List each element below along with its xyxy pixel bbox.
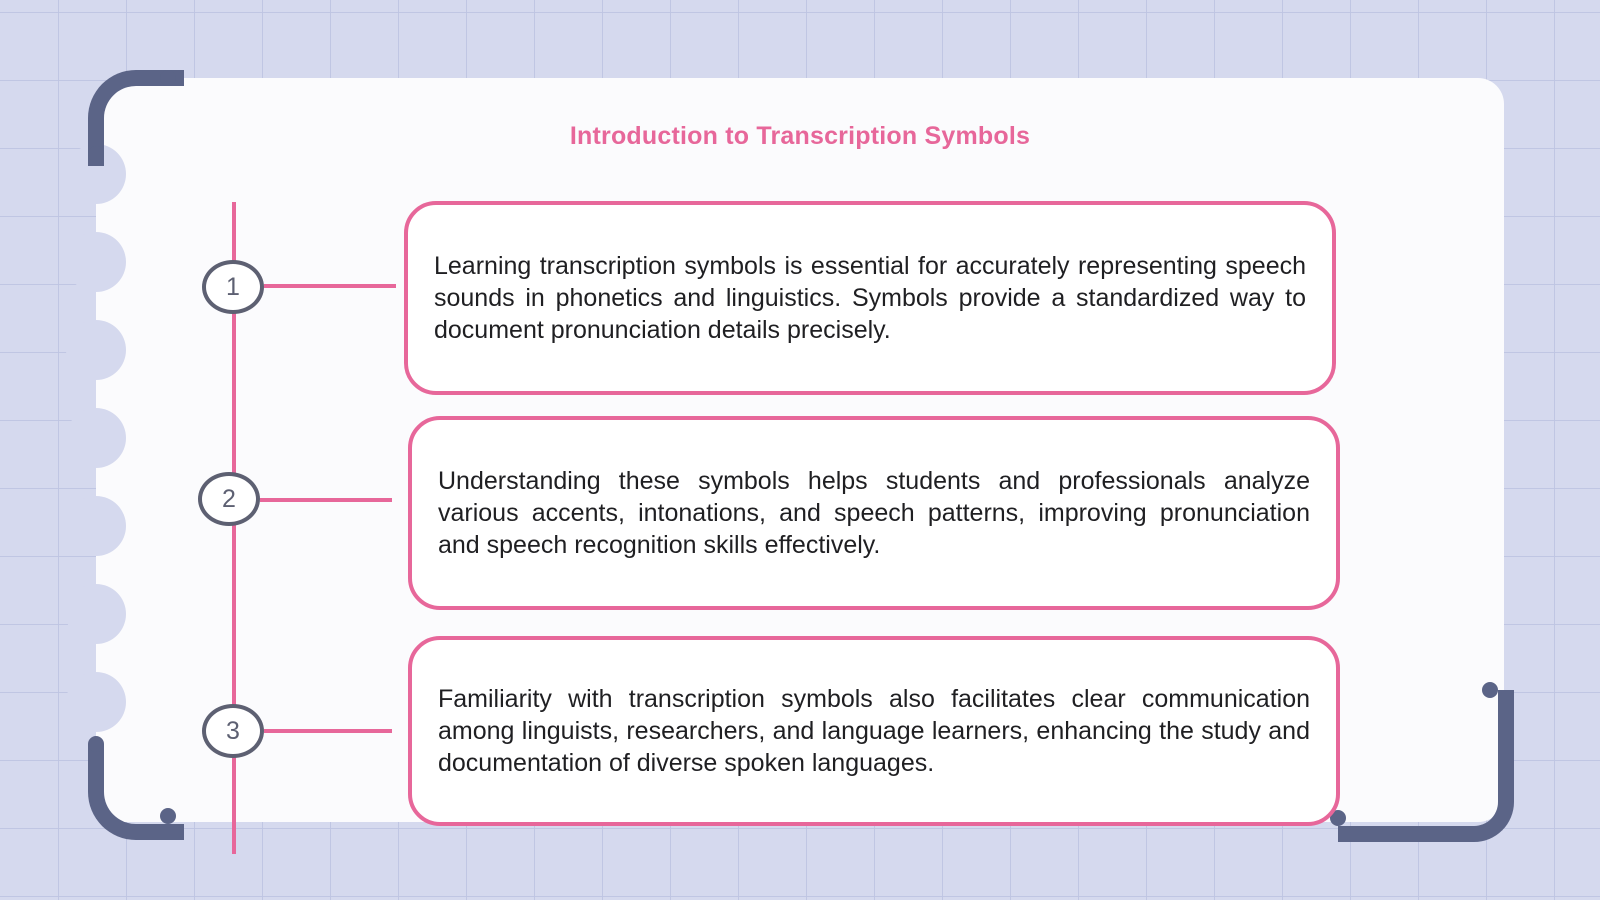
step-connector-1 (264, 284, 396, 288)
bracket-cap (160, 808, 176, 824)
paper-scallop (66, 496, 126, 556)
corner-bracket-bottom-right (1338, 690, 1514, 842)
bracket-cap (88, 736, 104, 752)
step-card-1 (404, 201, 1336, 395)
step-text-2: Understanding these symbols helps students and professionals analyze various accents, intonations, and speech patterns, improving pronunciation and speech recognition skills effectively. (438, 467, 1310, 559)
corner-bracket-bottom-left (88, 744, 184, 840)
step-text-1: Learning transcription symbols is essential for accurately representing speech sounds in phonetics and linguistics. Symbols provide a standardized way to document pronunciation details precisely. (434, 252, 1306, 344)
step-number-3: 3 (202, 704, 264, 758)
step-text-3: Familiarity with transcription symbols also facilitates clear communication among linguists, researchers, and language learners, enhancing the study and documentation of diverse spoken languages. (438, 685, 1310, 777)
bracket-cap (1482, 682, 1498, 698)
paper-scallop (66, 584, 126, 644)
step-card-2 (408, 416, 1340, 610)
step-connector-3 (264, 729, 392, 733)
paper-scallop (66, 320, 126, 380)
paper-scallop (66, 232, 126, 292)
step-connector-2 (260, 498, 392, 502)
slide-title: Introduction to Transcription Symbols (569, 122, 1031, 150)
paper-scallop (66, 408, 126, 468)
step-card-3 (408, 636, 1340, 826)
step-number-2: 2 (198, 472, 260, 526)
step-number-1: 1 (202, 260, 264, 314)
paper-scallop (66, 672, 126, 732)
bracket-cap (160, 70, 176, 86)
